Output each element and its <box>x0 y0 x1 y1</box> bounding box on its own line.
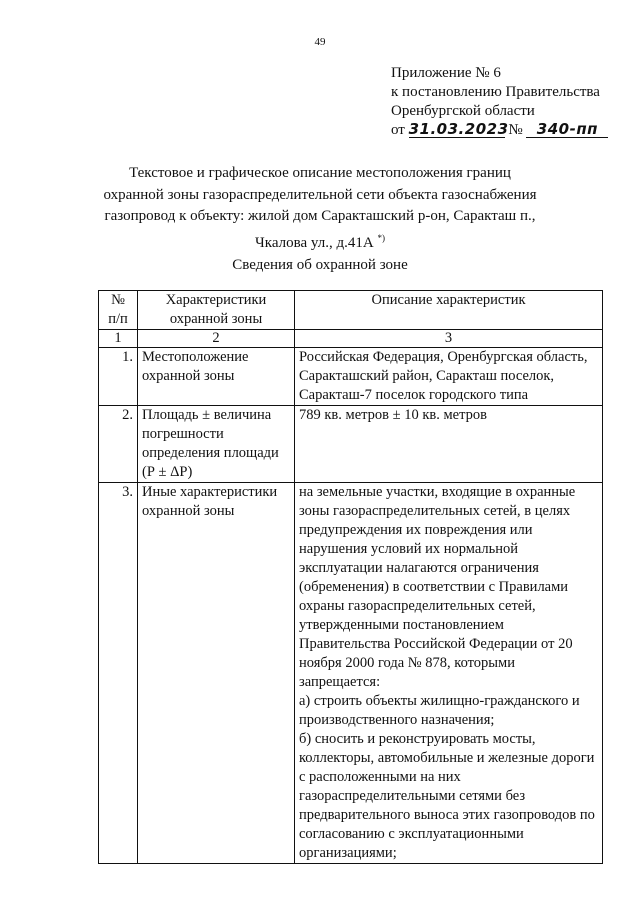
restriction-item-b: б) сносить и реконструировать мосты, коллекторы, автомобильные и железные дороги с расположенными на них газораспределительными сетями без предварительного выноса этих газопроводов по согласованию с эксплуатационными организациями; <box>299 731 595 861</box>
appendix-block <box>391 64 608 140</box>
table-row <box>99 483 603 864</box>
title-address: Чкалова ул., д.41А <box>255 234 374 251</box>
header-no: № п/п <box>99 291 138 330</box>
table-row <box>99 406 603 483</box>
appendix-title: Приложение № 6 <box>391 65 501 81</box>
column-number: 2 <box>138 330 295 348</box>
table-row <box>99 348 603 406</box>
handwritten-date: 31.03.2023 <box>408 120 509 138</box>
row-description: Российская Федерация, Оренбургская область, Саракташский район, Саракташ поселок, Саракташ-7 поселок городского типа <box>295 348 603 406</box>
row-number: 2. <box>99 406 138 483</box>
title-line-2: охранной зоны газораспределительной сети объекта газоснабжения <box>103 186 537 203</box>
title-line-1: Текстовое и графическое описание местоположения границ <box>129 165 511 181</box>
row-description <box>295 483 603 864</box>
decree-date-number <box>391 121 608 140</box>
document-title <box>90 163 550 254</box>
title-line-4 <box>90 228 550 255</box>
restriction-item-a: а) строить объекты жилищно-гражданского и производственного назначения; <box>299 693 580 728</box>
row-characteristic: Иные характеристики охранной зоны <box>138 483 295 864</box>
column-number: 1 <box>99 330 138 348</box>
table-header-row <box>99 291 603 330</box>
handwritten-number: 340-пп <box>526 121 608 138</box>
page-number: 49 <box>314 36 326 48</box>
row-characteristic: Площадь ± величина погрешности определения площади (Р ± ΔР) <box>138 406 295 483</box>
row-description: 789 кв. метров ± 10 кв. метров <box>295 406 603 483</box>
appendix-line-region: Оренбургской области <box>391 103 535 119</box>
section-subtitle: Сведения об охранной зоне <box>232 257 408 273</box>
row-number: 3. <box>99 483 138 864</box>
column-number-row <box>99 330 603 348</box>
prefix-from: от <box>391 122 405 138</box>
column-number: 3 <box>295 330 603 348</box>
zone-info-table <box>98 290 603 864</box>
row-number: 1. <box>99 348 138 406</box>
number-sign: № <box>508 122 523 138</box>
header-characteristics: Характеристики охранной зоны <box>138 291 295 330</box>
restrictions-intro: на земельные участки, входящие в охранные зоны газораспределительных сетей, в целях предупреждения их повреждения или нарушения условий их нормальной эксплуатации налагаются ограничения (обременения) в соответствии с Правилами охраны газораспределительных сетей, утвержденными постановлением Правительства Российской Федерации от 20 ноября 2000 года № 878, которыми запрещается: <box>299 484 576 690</box>
footnote-mark: *) <box>377 232 385 243</box>
header-description: Описание характеристик <box>295 291 603 330</box>
row-characteristic: Местоположение охранной зоны <box>138 348 295 406</box>
title-line-3: газопровод к объекту: жилой дом Саракташский р-он, Саракташ п., <box>104 208 536 224</box>
appendix-line-decree: к постановлению Правительства <box>391 84 600 100</box>
